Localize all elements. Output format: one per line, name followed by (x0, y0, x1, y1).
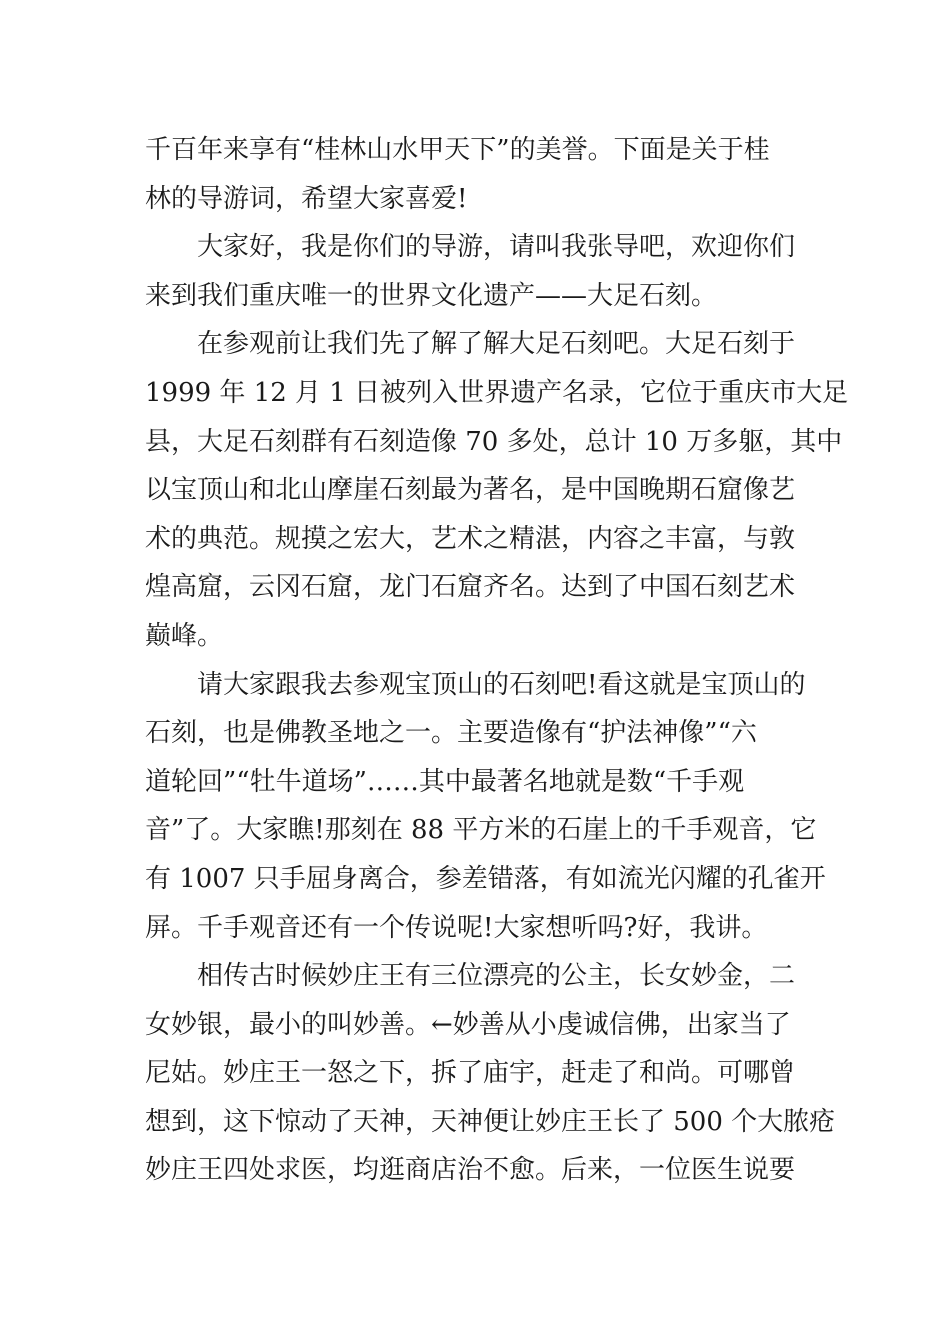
text-line: 石刻，也是佛教圣地之一。主要造像有“护法神像”“六 (145, 718, 757, 749)
text-line: 县，大足石刻群有石刻造像 70 多处，总计 10 万多躯，其中 (145, 426, 843, 457)
text-line: 千百年来享有“桂林山水甲天下”的美誉。下面是关于桂 (145, 135, 770, 165)
body-text (145, 126, 849, 1195)
text-line: 煌高窟，云冈石窟，龙门石窟齐名。达到了中国石刻艺术 (145, 572, 796, 603)
text-line: 尼姑。妙庄王一怒之下，拆了庙宇，赶走了和尚。可哪曾 (145, 1058, 796, 1089)
text-line: 屏。千手观音还有一个传说呢!大家想听吗?好，我讲。 (145, 912, 768, 943)
text-line: 道轮回”“牡牛道场”……其中最著名地就是数“千手观 (145, 766, 745, 797)
paragraph-start-line: 相传古时候妙庄王有三位漂亮的公主，长女妙金，二 (197, 961, 796, 992)
text-line: 1999 年 12 月 1 日被列入世界遗产名录，它位于重庆市大足 (145, 377, 849, 408)
paragraph-start-line: 请大家跟我去参观宝顶山的石刻吧!看这就是宝顶山的 (197, 669, 806, 700)
text-line: 来到我们重庆唯一的世界文化遗产——大足石刻。 (145, 280, 718, 311)
paragraph-start-line: 在参观前让我们先了解了解大足石刻吧。大足石刻于 (197, 329, 796, 360)
text-line: 想到，这下惊动了天神，天神便让妙庄王长了 500 个大脓疮 (145, 1106, 836, 1137)
text-line: 音”了。大家瞧!那刻在 88 平方米的石崖上的千手观音，它 (145, 815, 817, 846)
paragraph-start-line: 大家好，我是你们的导游，请叫我张导吧，欢迎你们 (197, 232, 796, 263)
text-line: 林的导游词，希望大家喜爱! (145, 183, 468, 214)
text-line: 巅峰。 (145, 620, 224, 651)
text-line: 术的典范。规摸之宏大，艺术之精湛，内容之丰富，与敦 (145, 523, 796, 554)
text-line: 以宝顶山和北山摩崖石刻最为著名，是中国晚期石窟像艺 (145, 475, 796, 506)
text-line: 女妙银，最小的叫妙善。←妙善从小虔诚信佛，出家当了 (145, 1009, 791, 1040)
text-line: 妙庄王四处求医，均逛商店治不愈。后来，一位医生说要 (145, 1155, 796, 1186)
text-line: 有 1007 只手屈身离合，参差错落，有如流光闪耀的孔雀开 (145, 863, 826, 894)
